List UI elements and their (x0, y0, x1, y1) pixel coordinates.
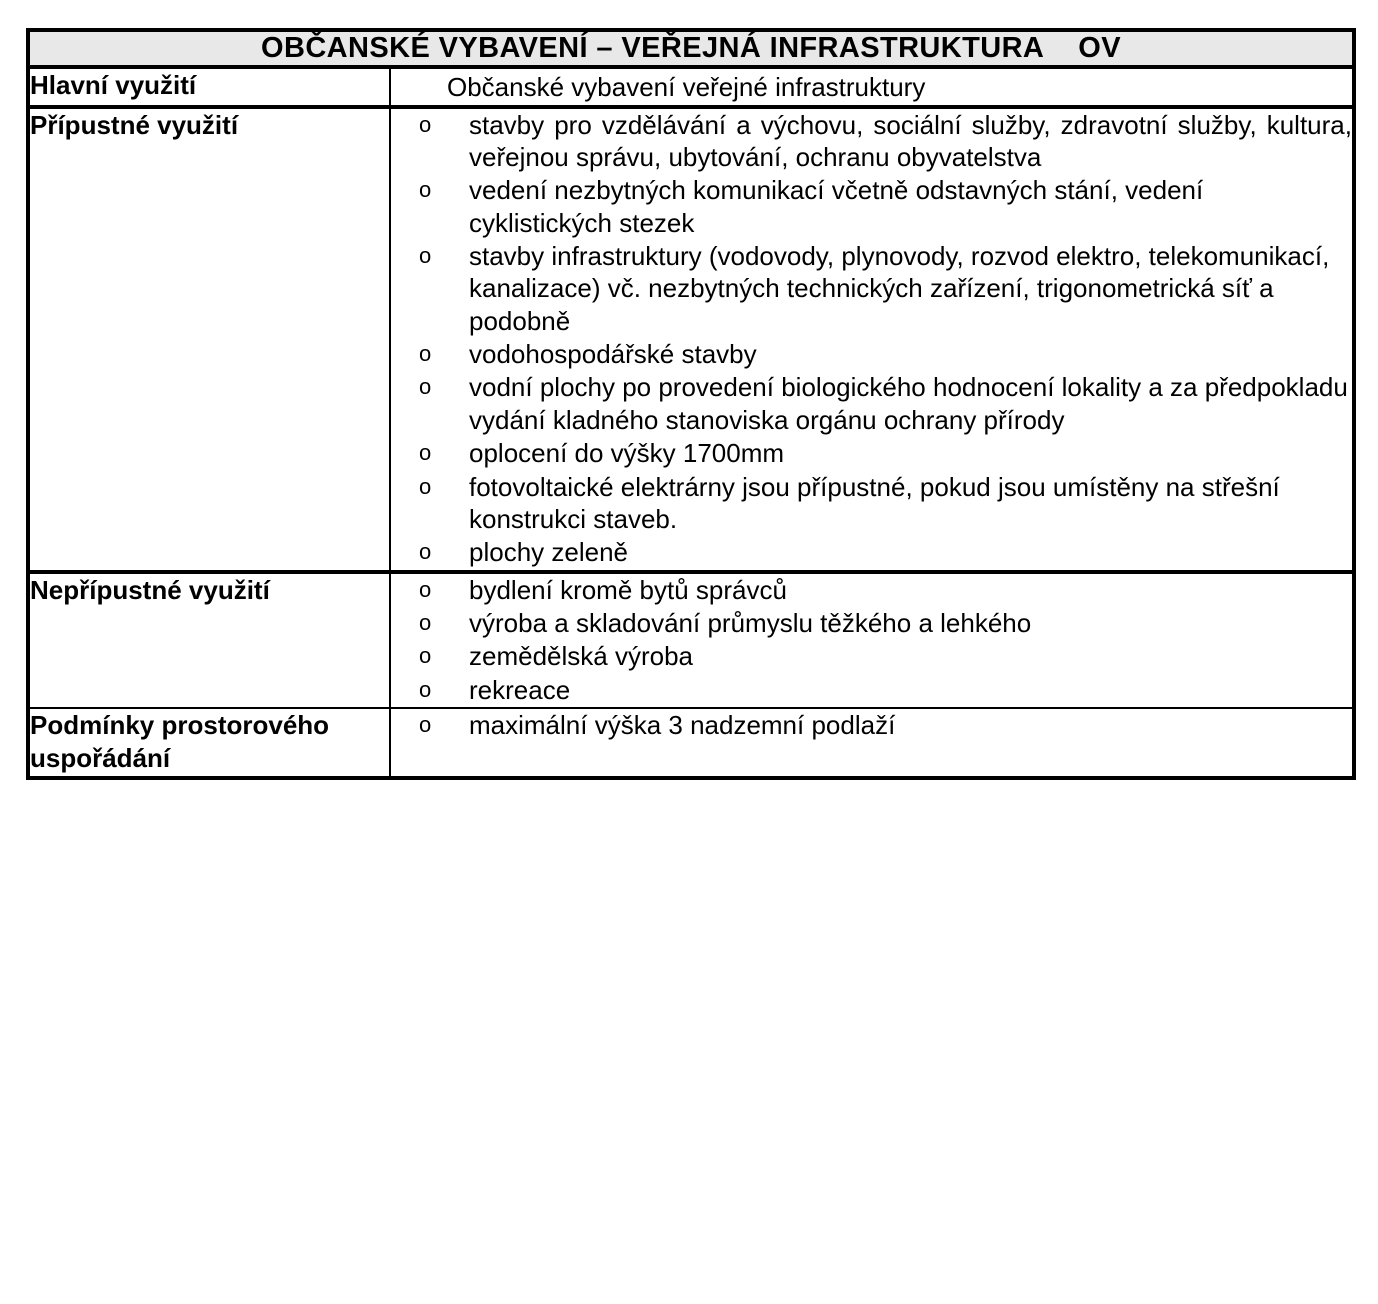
list-item (391, 109, 1352, 174)
list-item (391, 371, 1352, 436)
list-item-text: bydlení kromě bytů správců (469, 574, 787, 605)
list-item-text: stavby infrastruktury (vodovody, plynovody, rozvod elektro, telekomunikací, kanalizace) vč. nezbytných technických zařízení, trigonometrická síť a podobně (469, 241, 1330, 336)
list-item-text: maximální výška 3 nadzemní podlaží (469, 710, 896, 741)
table-row (28, 572, 1354, 708)
table-row (28, 107, 1354, 572)
list-item-text: vodohospodářské stavby (469, 339, 757, 370)
row-label-permitted: Přípustné využití (28, 107, 390, 572)
list-item (391, 240, 1352, 337)
zone-code: OV (1078, 32, 1121, 64)
list-item (391, 574, 1352, 606)
list-item (391, 674, 1352, 706)
table-row (28, 67, 1354, 106)
spatial-conditions-list (391, 709, 1352, 741)
row-value-permitted (390, 107, 1354, 572)
list-item (391, 607, 1352, 639)
list-item-text: oplocení do výšky 1700mm (469, 438, 785, 469)
row-value-spatial-conditions (390, 708, 1354, 778)
list-item (391, 174, 1352, 239)
not-permitted-use-list (391, 574, 1352, 706)
list-item-text: fotovoltaické elektrárny jsou přípustné, pokud jsou umístěny na střešní konstrukci staveb. (469, 471, 1280, 534)
row-value-main-use (390, 67, 1354, 106)
list-item-text: rekreace (469, 674, 571, 705)
list-item-text: plochy zeleně (469, 537, 628, 568)
list-item (391, 640, 1352, 672)
table-title-cell (28, 30, 1354, 67)
list-item (391, 471, 1352, 536)
table-header-row (28, 30, 1354, 67)
list-item (391, 709, 1352, 741)
list-item (391, 338, 1352, 370)
row-label-not-permitted: Nepřípustné využití (28, 572, 390, 708)
table-row (28, 708, 1354, 778)
row-label-main-use: Hlavní využití (28, 67, 390, 106)
list-item-text: vodní plochy po provedení biologického hodnocení lokality a za předpokladu vydání kladného stanoviska orgánu ochrany přírody (469, 372, 1348, 435)
row-value-not-permitted (390, 572, 1354, 708)
list-item-text: stavby pro vzdělávání a výchovu, sociální služby, zdravotní služby, kultura, veřejnou správu, ubytování, ochranu obyvatelstva (469, 109, 1352, 172)
list-item (391, 437, 1352, 469)
main-use-text: Občanské vybavení veřejné infrastruktury (447, 72, 926, 103)
list-item (391, 536, 1352, 568)
row-label-spatial-conditions: Podmínky prostorového uspořádání (28, 708, 390, 778)
zone-title: OBČANSKÉ VYBAVENÍ – VEŘEJNÁ INFRASTRUKTURA (261, 32, 1045, 64)
list-item-text: zemědělská výroba (469, 641, 693, 672)
permitted-use-list (391, 109, 1352, 569)
list-item-text: výroba a skladování průmyslu těžkého a lehkého (469, 608, 1032, 638)
list-item-text: vedení nezbytných komunikací včetně odstavných stání, vedení cyklistických stezek (469, 175, 1204, 238)
zoning-regulation-table (26, 28, 1356, 780)
